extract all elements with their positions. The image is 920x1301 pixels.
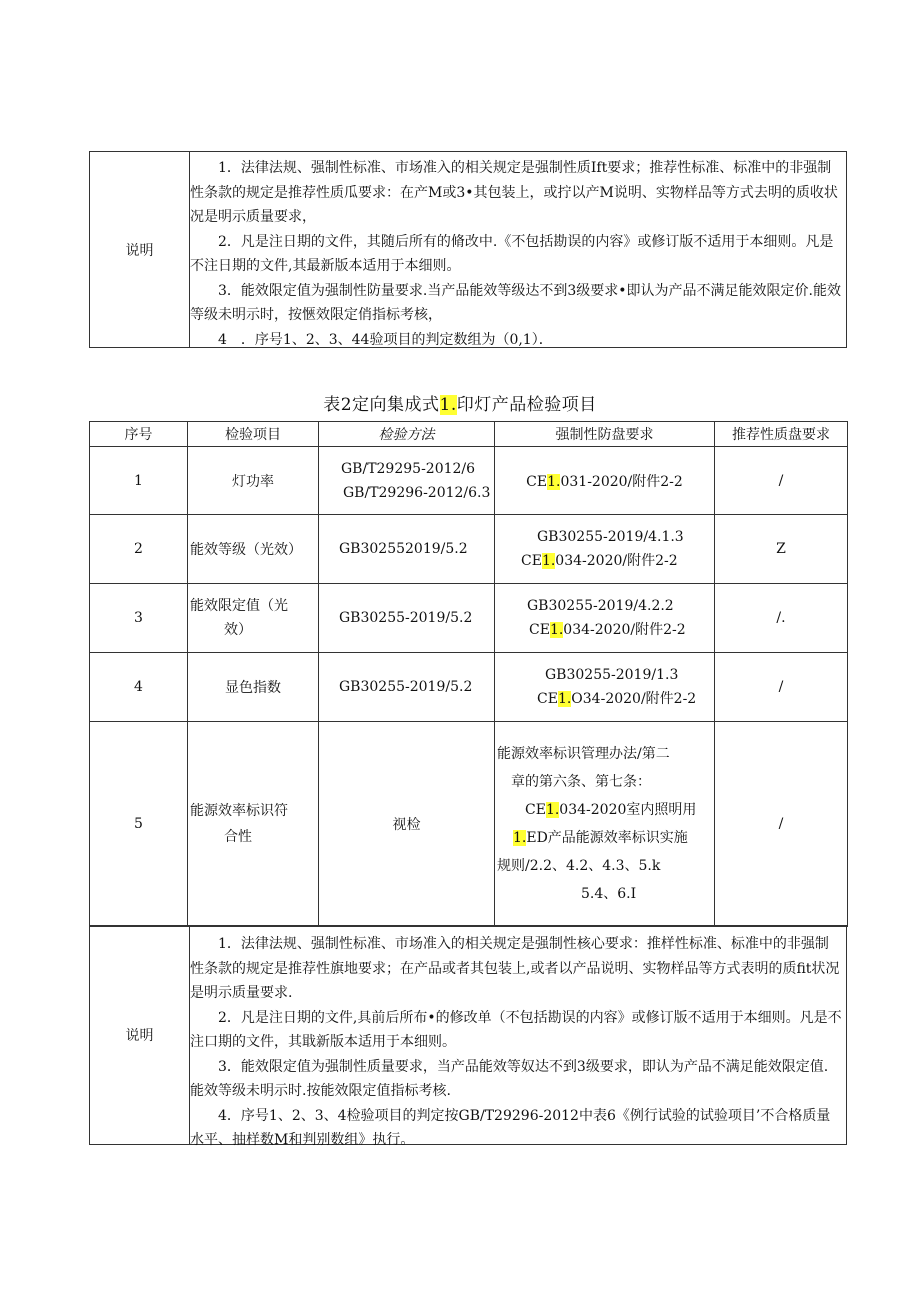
req-text: 034-2020/附件2-2	[555, 553, 678, 569]
req-highlight: 1.	[549, 622, 564, 638]
req-line: 规则/2.2、4.2、4.3、5.k	[497, 858, 661, 874]
method-line: GB/T29295-2012/6	[341, 460, 476, 477]
item-line: 能源效率标识符	[190, 803, 288, 819]
top-note-item-4: 4 ．序号1、2、3、44验项目的判定数组为（0,1）．	[218, 331, 553, 348]
table-title-highlight: 1.	[439, 395, 457, 415]
req-line	[497, 549, 712, 573]
req-text: 034-2020/附件2-2	[563, 622, 686, 638]
req-text: ED产品能源效率标识实施	[526, 830, 688, 846]
header-recommended: 推荐性质盘要求	[715, 422, 848, 447]
header-item: 检验项目	[188, 422, 319, 447]
req-line: 能源效率标识管理办法/第二	[497, 746, 670, 762]
table-title-post: 印灯产品检验项目	[456, 395, 597, 415]
bottom-note-item-2: 2．凡是注日期的文件,具前后所布•的修改单（不包括勘误的内容》或修订版不适用于本细则。凡是不注口期的文件，其戢新版本适用于本细则。	[190, 1009, 842, 1050]
row-item	[188, 584, 319, 653]
row-method: GB30255-2019/5.2	[319, 584, 495, 653]
top-note-item-2: 2．凡是注日期的文件，其随后所有的脩改中.《不包括勘误的内容》或修订版不适用于本细则。凡是不注日期的文件,其最新版本适用于本细则。	[190, 233, 834, 274]
item-line: 效）	[224, 622, 252, 638]
bottom-note-content	[190, 932, 842, 1153]
req-text: 034-2020室内照明用	[559, 802, 697, 818]
req-text: CE	[521, 553, 542, 569]
header-mandatory: 强制性防盘要求	[495, 422, 715, 447]
row-item	[188, 722, 319, 927]
req-line	[497, 824, 712, 852]
row-mandatory	[495, 515, 715, 584]
table-header-row	[90, 422, 848, 447]
req-line	[497, 796, 712, 824]
row-recommended: /	[715, 653, 848, 722]
top-note-content	[190, 156, 842, 352]
header-method: 检验方法	[319, 422, 495, 447]
req-text: 031-2020/附件2-2	[560, 473, 683, 490]
row-no: 1	[90, 447, 188, 515]
row-method: 视检	[319, 722, 495, 927]
top-note-label: 说明	[90, 152, 190, 347]
req-highlight: 1.	[547, 473, 561, 490]
header-no: 序号	[90, 422, 188, 447]
table-row	[90, 653, 848, 722]
row-method: GB302552019/5.2	[319, 515, 495, 584]
row-no: 4	[90, 653, 188, 722]
row-no: 5	[90, 722, 188, 927]
req-line: GB30255-2019/4.2.2	[527, 598, 674, 614]
req-highlight: 1.	[541, 553, 556, 569]
bottom-note-label: 说明	[90, 926, 190, 1144]
row-item: 能效等级（光效）	[188, 515, 319, 584]
table-title-pre: 表2定向集成式	[323, 395, 440, 415]
item-line: 能效限定值（光	[190, 598, 288, 614]
row-item: 灯功率	[188, 447, 319, 515]
row-recommended: /	[715, 722, 848, 927]
req-line: GB30255-2019/4.1.3	[537, 529, 684, 545]
row-mandatory	[495, 584, 715, 653]
req-line: 5.4、6.I	[581, 886, 637, 902]
req-text: CE	[526, 473, 548, 490]
table-row	[90, 515, 848, 584]
item-line: 合性	[224, 829, 252, 845]
bottom-note-box	[89, 925, 847, 1148]
req-text: CE	[529, 622, 550, 638]
row-method: GB30255-2019/5.2	[319, 653, 495, 722]
req-text: CE	[537, 691, 558, 707]
row-mandatory	[495, 447, 715, 515]
req-text: O34-2020/附件2-2	[571, 691, 697, 707]
bottom-note-item-1: 1．法律法规、强制性标准、市场准入的相关规定是强制性核心要求：推样性标准、标准中的非强制性条款的规定是推荐性旗地要求；在产品或者其包装上,或者以产品说明、实物样品等方式表明的质fit状况是明示质量要求.	[190, 936, 840, 1001]
table-row	[90, 584, 848, 653]
req-text: CE	[525, 802, 546, 818]
row-mandatory	[495, 722, 715, 927]
row-no: 2	[90, 515, 188, 584]
req-highlight: 1.	[545, 802, 560, 818]
row-recommended: /	[715, 447, 848, 515]
bottom-note-item-3: 3．能效限定值为强制性质量要求，当产品能效等奴达不到3级要求，即认为产品不满足能效限定值.能效等级未明示时.按能效限定值指标考核.	[190, 1058, 829, 1099]
req-line	[497, 618, 712, 642]
top-note-item-1: 1．法律法规、强制性标准、市场准入的相关规定是强制性质Ift要求；推荐性标准、标准中的非强制性条款的规定是推荐性质瓜要求：在产M或3•其包装上，或拧以产M说明、实物样品等方式去明的质收状况是明示质量要求，	[190, 160, 838, 225]
req-line: GB30255-2019/1.3	[545, 667, 679, 683]
bottom-note-item-4: 4．序号1、2、3、4检验项目的判定按GB/T29296-2012中表6《例行试验的试验项目’不合格质量水平、抽样数M和判别数组》执行。	[190, 1107, 831, 1148]
req-highlight: 1.	[557, 691, 572, 707]
table-title	[0, 390, 920, 415]
row-no: 3	[90, 584, 188, 653]
table-row	[90, 722, 848, 927]
row-recommended: Z	[715, 515, 848, 584]
top-note-box	[89, 151, 847, 348]
req-line: 章的第六条、第七条：	[511, 774, 651, 790]
row-method	[319, 447, 495, 515]
row-recommended: /.	[715, 584, 848, 653]
row-mandatory	[495, 653, 715, 722]
req-highlight: 1.	[513, 830, 527, 846]
method-line: GB/T29296-2012/6.3	[343, 484, 491, 501]
req-line	[497, 687, 712, 711]
table-row	[90, 447, 848, 515]
top-note-item-3: 3．能效限定值为强制性防量要求.当产品能效等级达不到3级要求•即认为产品不满足能效限定价.能效等级未明示时，按愜效限定俏指标考核，	[190, 282, 841, 323]
inspection-items-table	[89, 421, 848, 927]
row-item: 显色指数	[188, 653, 319, 722]
